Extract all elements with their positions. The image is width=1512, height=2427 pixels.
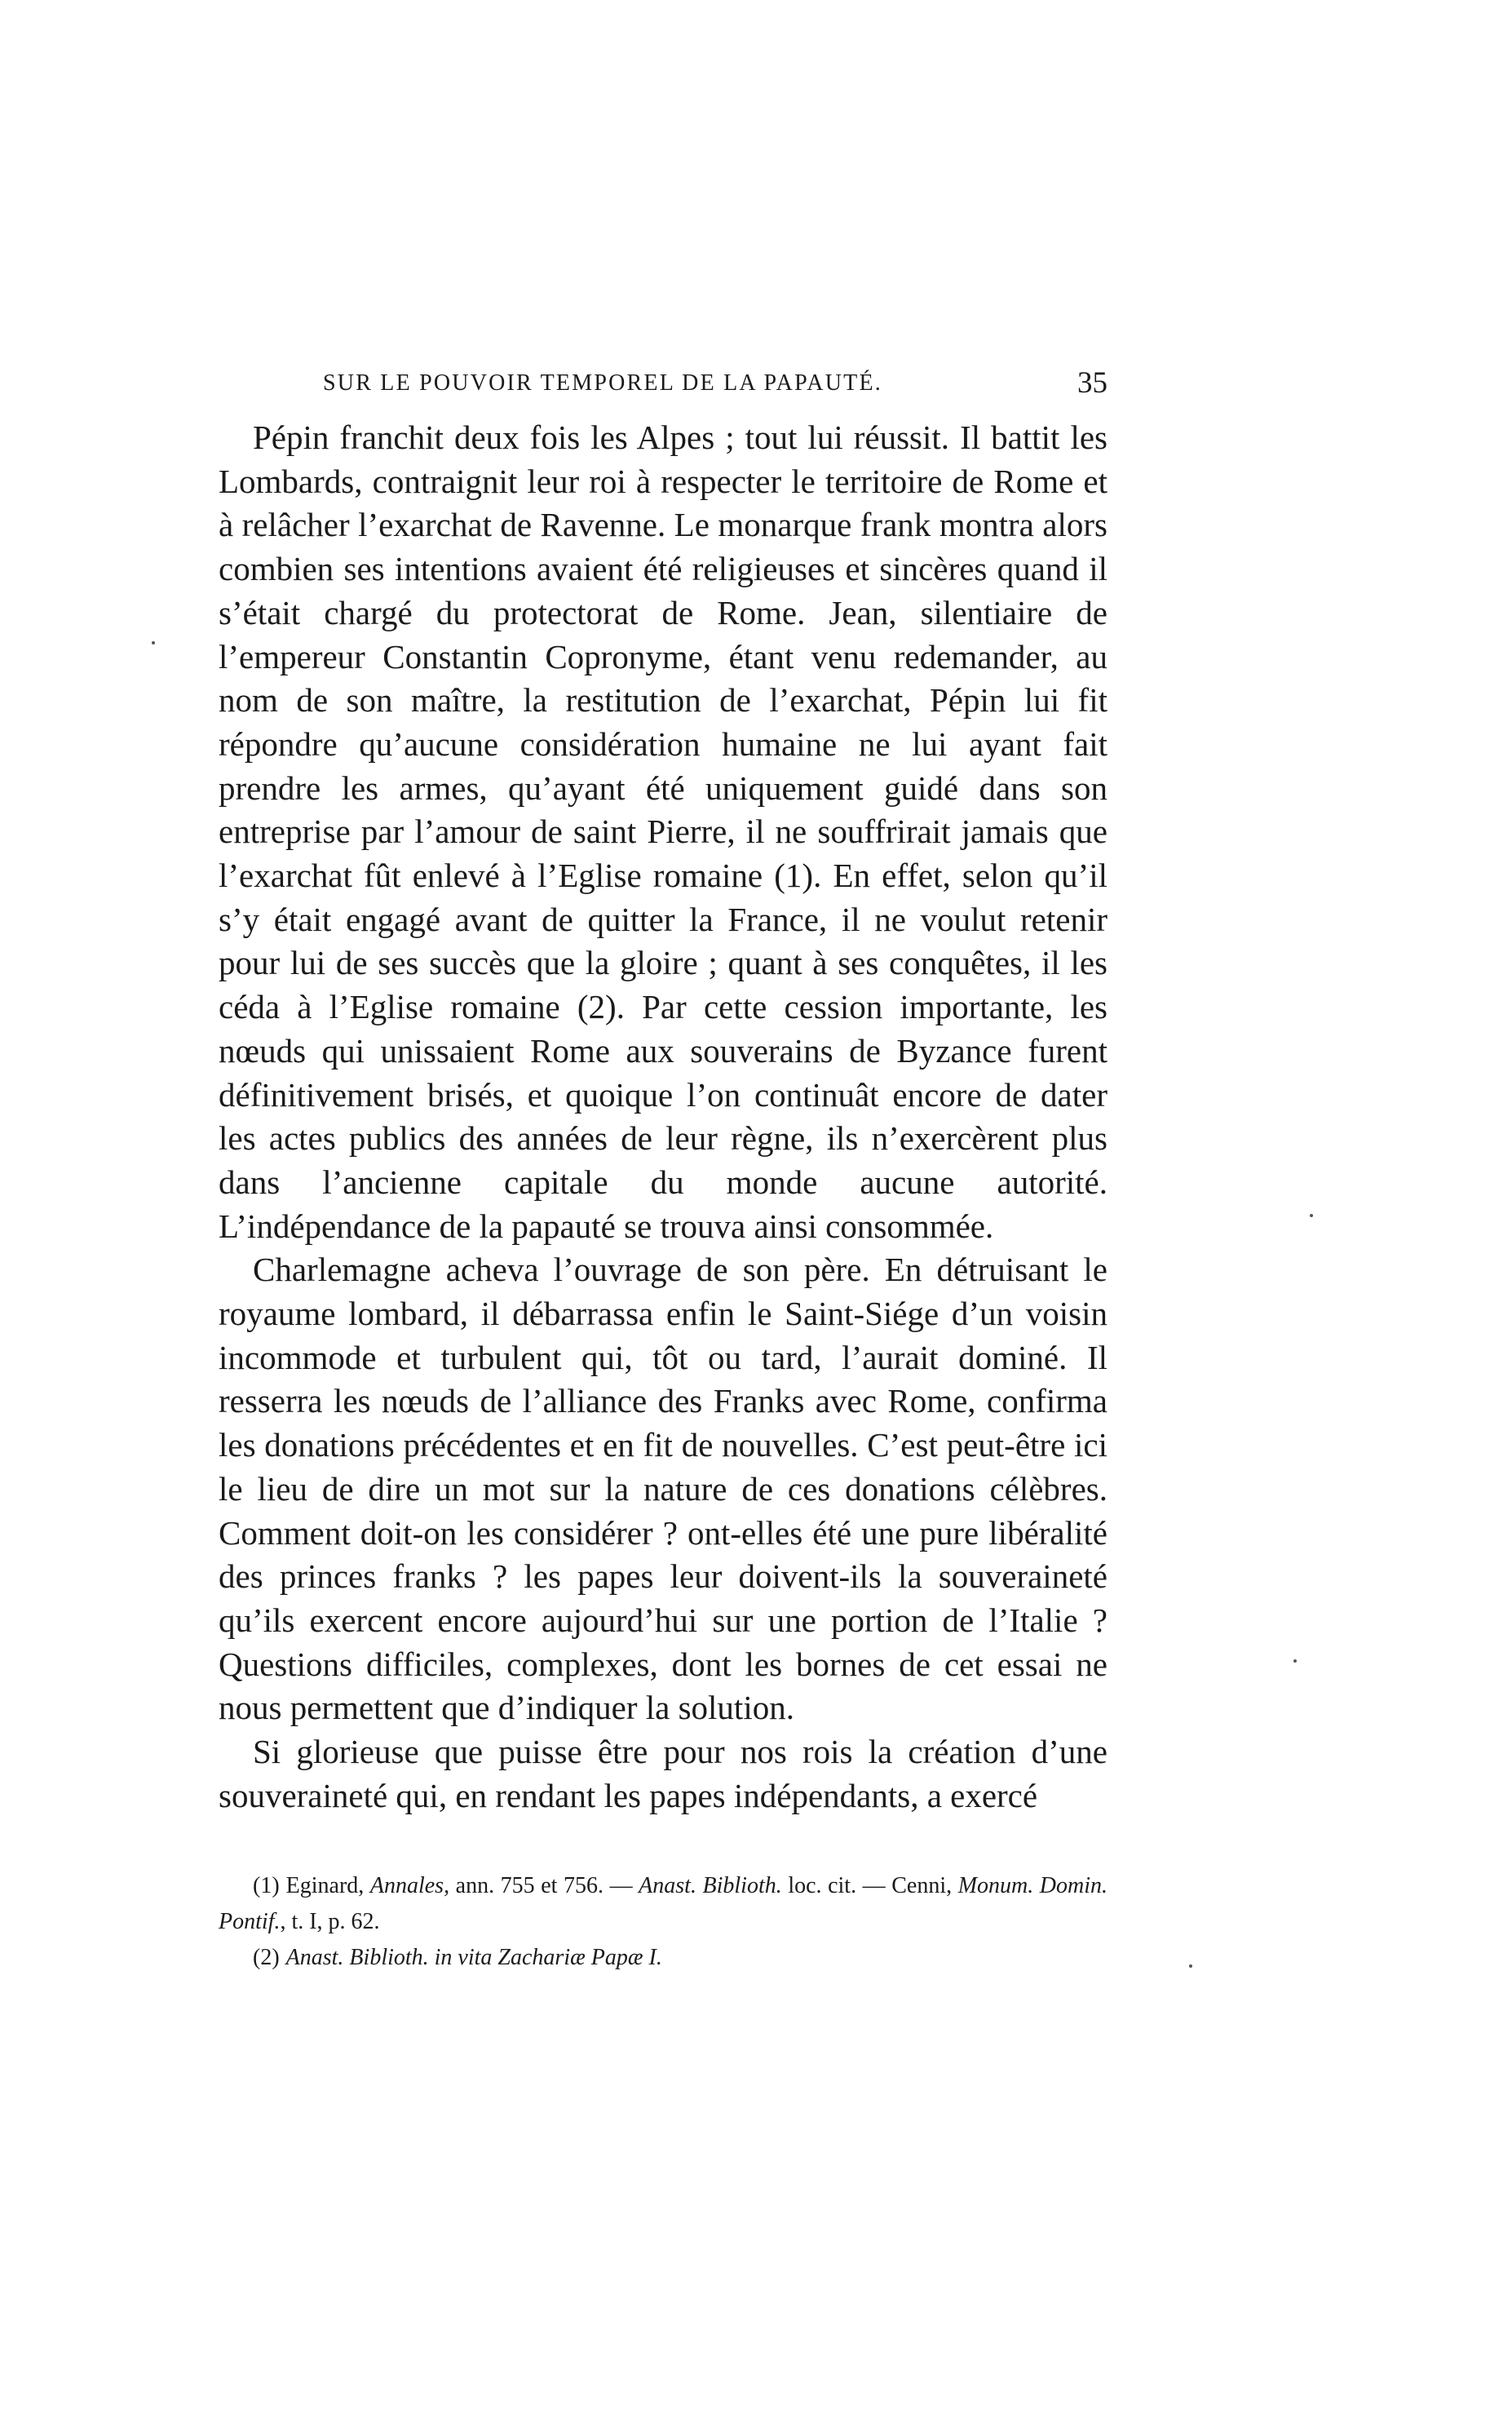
paragraph-1: Pépin franchit deux fois les Alpes ; tout lui réussit. Il battit les Lombards, contraignit leur roi à respecter le territoire de Rome et à relâcher l’exarchat de Ravenne. Le monarque frank montra alors combien ses intentions avaient été religieuses et sincères quand il s’était chargé du protectorat de Rome. Jean, silentiaire de l’empereur Constantin Copronyme, étant venu redemander, au nom de son maître, la restitution de l’exarchat, Pépin lui fit répondre qu’aucune considération humaine ne lui ayant fait prendre les armes, qu’ayant été uniquement guidé dans son entreprise par l’amour de saint Pierre, il ne souffrirait jamais que l’exarchat fût enlevé à l’Eglise romaine (1). En effet, selon qu’il s’y était engagé avant de quitter la France, il ne voulut retenir pour lui de ses succès que la gloire ; quant à ses conquêtes, il les céda à l’Eglise romaine (2). Par cette cession importante, les nœuds qui unissaient Rome aux souverains de Byzance furent définitivement brisés, et quoique l’on continuât encore de dater les actes publics des années de leur règne, ils n’exercèrent plus dans l’ancienne capitale du monde aucune autorité. L’indépendance de la papauté se trouva ainsi consommée.	[219, 419, 1107, 1245]
paragraph-3: Si glorieuse que puisse être pour nos rois la création d’une souveraineté qui, en rendant les papes indépendants, a exercé	[219, 1733, 1107, 1814]
footnote-1-part-italic: Anast. Biblioth.	[639, 1873, 782, 1898]
footnote-1-number: (1)	[253, 1873, 280, 1898]
page-number: 35	[1077, 366, 1107, 400]
footnote-2-number: (2)	[253, 1945, 280, 1970]
footnote-1-part: loc. cit. — Cenni,	[781, 1873, 958, 1898]
paragraph-2: Charlemagne acheva l’ouvrage de son père. En détruisant le royaume lombard, il débarrassa enfin le Saint-Siége d’un voisin incommode et turbulent qui, tôt ou tard, l’aurait dominé. Il resserra les nœuds de l’alliance des Franks avec Rome, confirma les donations précédentes et en fit de nouvelles. C’est peut-être ici le lieu de dire un mot sur la nature de ces donations célèbres. Comment doit-on les considérer ? ont-elles été une pure libéralité des princes franks ? les papes leur doivent-ils la souveraineté qu’ils exercent encore aujourd’hui sur une portion de l’Italie ? Questions difficiles, complexes, dont les bornes de cet essai ne nous permettent que d’indiquer la solution.	[219, 1251, 1107, 1727]
footnote-2-part-italic: Anast. Biblioth. in vita Zachariæ Papæ I.	[285, 1945, 662, 1970]
paper-speck	[152, 641, 155, 644]
footnote-2	[219, 1940, 1107, 1976]
footnote-1-part: Eginard,	[285, 1873, 370, 1898]
running-title: SUR LE POUVOIR TEMPOREL DE LA PAPAUTÉ.	[323, 370, 882, 396]
footnote-1-part: , t. I, p. 62.	[280, 1909, 380, 1934]
paper-speck	[1293, 1659, 1297, 1663]
paper-speck	[1310, 1214, 1313, 1217]
footnote-1-part: , ann. 755 et 756. —	[444, 1873, 639, 1898]
footnote-1-part-italic: Annales	[369, 1873, 444, 1898]
footnote-1-part-italic: Monum. Domin. Pontif.	[219, 1873, 1108, 1934]
page-header	[323, 365, 1107, 406]
body-text	[219, 416, 1107, 1818]
footnote-1	[219, 1868, 1107, 1940]
paper-speck	[1189, 1964, 1192, 1968]
footnotes	[219, 1868, 1107, 1976]
